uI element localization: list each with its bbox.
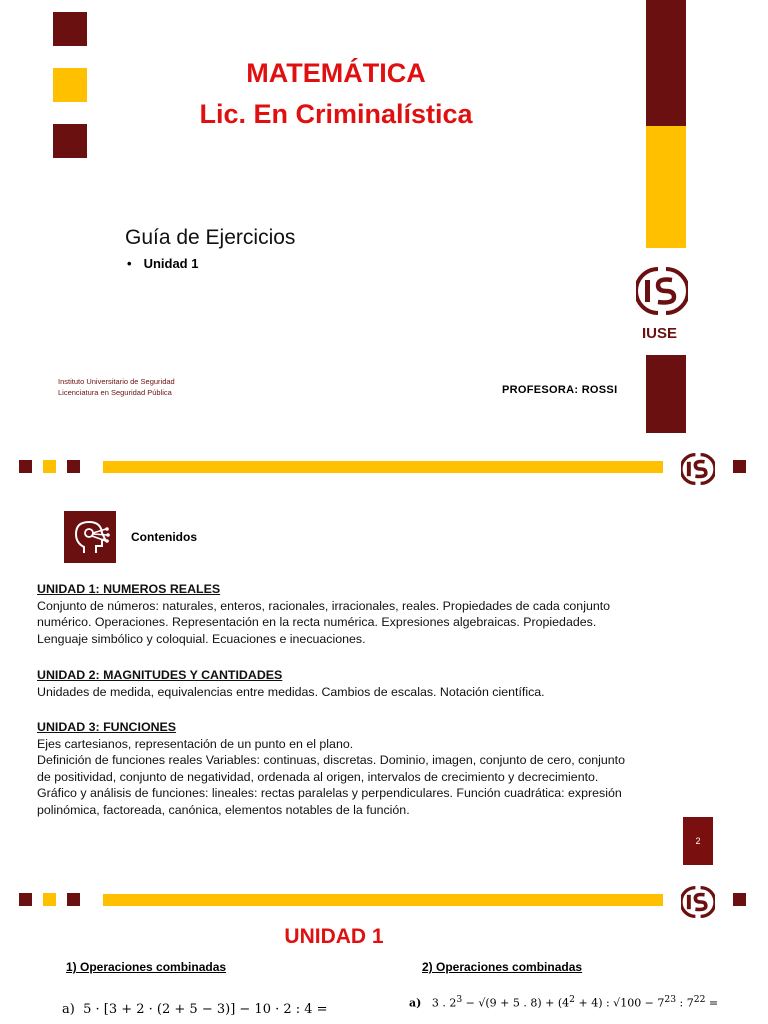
unit3-heading: UNIDAD 3: FUNCIONES [37,720,177,734]
right-exercise-a: a) 3 . $2^3 - √(9 + 5$ . $8) + (4^2 + 4)$ : $√100 - 7^{23}$ : $7^{22}$ = [409,994,719,1010]
unit1-line-1: Conjunto de números: naturales, enteros, racionales, irracionales, reales. Propiedades de cada conjunto [37,598,611,613]
unit3-line-2: Definición de funciones reales Variables: continuas, discretas. Dominio, imagen, conjunto de cero, conjunto [37,753,625,767]
bullet-text: Unidad 1 [143,256,199,271]
deco-square-1 [53,12,87,46]
guide-title: Guía de Ejercicios [125,226,296,249]
header-square-3 [67,460,80,473]
head-gears-icon [64,511,116,563]
bullet-dot-icon: • [127,256,132,271]
contents-label: Contenidos [131,530,197,544]
unit3-line-5: polinómica, factoreada, canónica, elementos notables de la función. [37,802,410,817]
professor-label: PROFESORA: ROSSI [502,384,618,396]
unit1-line-2: numérico. Operaciones. Representación en la recta numérica. Expresiones algebraicas. Propiedades. [37,615,597,629]
unit2-heading: UNIDAD 2: MAGNITUDES Y CANTIDADES [37,668,283,682]
header3-logo-icon [681,885,715,919]
right-exercise-label: a) [409,996,422,1010]
header3-bar [103,894,663,906]
page-number-badge [683,817,713,865]
unit3-line-1: Ejes cartesianos, representación de un punto en el plano. [37,736,354,751]
header-logo-icon [681,452,715,486]
right-bar-maroon-bottom [646,355,686,433]
unit3-line-4: Gráfico y análisis de funciones: lineales: rectas paralelas y perpendiculares. Función cuadrática: expresión [37,786,622,800]
header-square-right [733,460,746,473]
header3-square-2 [43,893,56,906]
iuse-logo-icon [636,265,688,317]
left-exercise-a: a) 5 · [3 + 2 · (2 + 5 − 3)] − 10 · 2 : 4 = [62,1002,328,1017]
header-bar [103,461,663,473]
unit1-block [37,581,677,647]
header3-square-right [733,893,746,906]
right-exercise-heading: 2) Operaciones combinadas [422,960,583,974]
iuse-logo [636,265,688,342]
unidad1-title: UNIDAD 1 [284,925,384,948]
unit3-block [37,719,677,818]
unit2-block [37,667,677,700]
left-exercise-label: a) [62,1002,75,1017]
unit1-line-3: Lenguaje simbólico y coloquial. Ecuaciones e inecuaciones. [37,631,366,646]
right-bar-gold [646,126,686,248]
left-exercise-heading: 1) Operaciones combinadas [66,960,227,974]
page-number: 2 [695,836,701,846]
contents-icon-box [64,511,116,563]
title-line-2: Lic. En Criminalística [199,99,473,129]
unit3-line-3: de positividad, conjunto de negatividad, ordenada al origen, intervalos de crecimiento y decrecimiento. [37,769,599,784]
title-line-1: MATEMÁTICA [246,58,426,88]
logo-label: IUSE [642,325,678,342]
unit2-line-1: Unidades de medida, equivalencias entre medidas. Cambios de escalas. Notación científica. [37,684,545,699]
institute-line-2: Licenciatura en Seguridad Pública [58,388,172,397]
header-square-2 [43,460,56,473]
header3-square-1 [19,893,32,906]
header3-square-3 [67,893,80,906]
unit1-heading: UNIDAD 1: NUMEROS REALES [37,582,221,596]
institute-line-1: Instituto Universitario de Seguridad [58,377,175,386]
bullet-item [127,256,198,271]
header-square-1 [19,460,32,473]
